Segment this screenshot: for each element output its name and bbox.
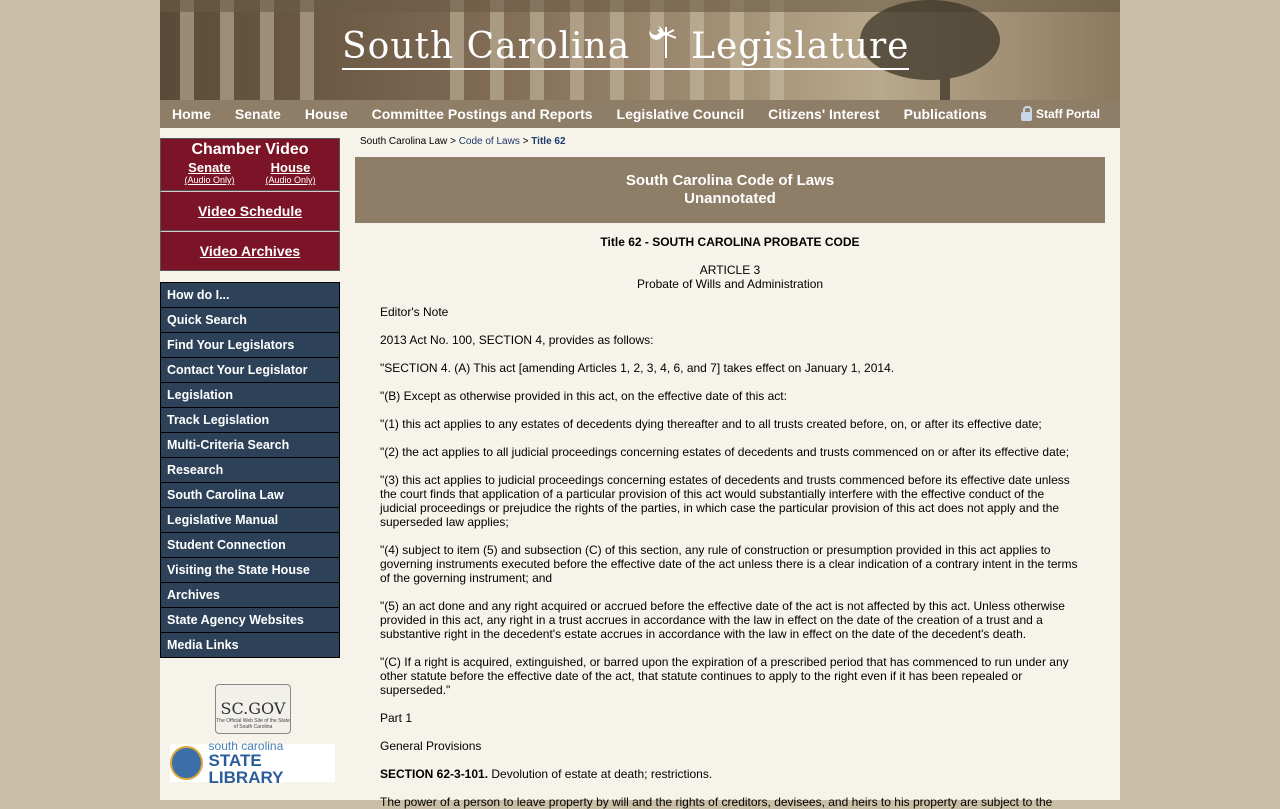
nav-senate[interactable]: Senate (234, 106, 281, 122)
sidebar-item-contact-legislator[interactable]: Contact Your Legislator (161, 358, 339, 383)
breadcrumb-separator: > (522, 136, 529, 147)
sidebar-item-sc-law[interactable]: South Carolina Law (161, 483, 339, 508)
top-nav (160, 100, 1120, 128)
staff-portal-link[interactable] (1021, 100, 1100, 128)
sidebar-item-media-links[interactable]: Media Links (161, 633, 339, 657)
section-4b-item-5: "(5) an act done and any right acquired or accrued before the effective date of the act is not affected by this act. Unless otherwise provided in this act, any right in a trust accrues in accordance with the law in effect on the date of the creation of a trust and a substantive right in the decedent's estate accrues in accordance with the law in effect on the date of the decedent's death. (380, 599, 1065, 641)
part-heading: Part 1 (380, 711, 413, 725)
section-heading (380, 767, 1080, 781)
state-library-logo-top: south carolina (208, 739, 284, 753)
section-title: Devolution of estate at death; restrictions. (491, 767, 713, 781)
section-4a: "SECTION 4. (A) This act [amending Articles 1, 2, 3, 4, 6, and 7] takes effect on January 1, 2014. (380, 361, 895, 375)
article-number: ARTICLE 3 (699, 263, 761, 277)
sidebar-menu (160, 282, 340, 658)
page-title: South Carolina Code of Laws (625, 172, 835, 189)
state-library-logo-bottom: STATE LIBRARY (208, 751, 284, 787)
breadcrumb-code-of-laws[interactable]: Code of Laws (458, 136, 520, 147)
title-left: South Carolina (342, 26, 631, 67)
palmetto-moon-icon (643, 24, 679, 66)
article-name: Probate of Wills and Administration (636, 277, 824, 291)
video-schedule-link[interactable]: Video Schedule (198, 203, 302, 219)
document-title: Title 62 - SOUTH CAROLINA PROBATE CODE (600, 235, 860, 249)
breadcrumb-root: South Carolina Law (360, 136, 448, 147)
page-header (355, 157, 1105, 223)
section-4b-item-1: "(1) this act applies to any estates of decedents dying thereafter and to all trusts created before, on, or after its effective date; (380, 417, 1042, 431)
act-reference: 2013 Act No. 100, SECTION 4, provides as follows: (380, 333, 654, 347)
sidebar-item-how-do-i[interactable]: How do I... (161, 283, 339, 308)
site-title (342, 24, 909, 70)
sidebar-item-legislative-manual[interactable]: Legislative Manual (161, 508, 339, 533)
lock-icon (1021, 112, 1032, 121)
editors-note-heading: Editor's Note (380, 305, 449, 319)
senate-audio-only-link[interactable]: (Audio Only) (184, 175, 235, 185)
video-schedule-box (160, 191, 340, 231)
sidebar-item-track-legislation[interactable]: Track Legislation (161, 408, 339, 433)
video-archives-link[interactable]: Video Archives (199, 243, 301, 259)
sidebar-item-multi-criteria-search[interactable]: Multi-Criteria Search (161, 433, 339, 458)
sidebar-item-quick-search[interactable]: Quick Search (161, 308, 339, 333)
sidebar-item-student-connection[interactable]: Student Connection (161, 533, 339, 558)
section-4b-item-3: "(3) this act applies to judicial proceedings concerning estates of decedents and trusts commenced before its effective date unless the court finds that application of a particular provision of this act would substantially interfere with the effective conduct of the judicial proceedings or prejudice the rights of the parties, in which case the particular provision of this act does not apply and the superseded law applies; (380, 473, 1070, 529)
main-content (355, 136, 1105, 809)
section-text: The power of a person to leave property by will and the rights of creditors, devisees, and heirs to his property are subject to the (380, 795, 1053, 809)
section-4b-item-4: "(4) subject to item (5) and subsection (C) of this section, any rule of construction or presumption provided in this act applies to governing instruments executed before the effective date of the act unless there is a clear indication of a contrary intent in the terms of the governing instrument; and (380, 543, 1078, 585)
section-4b-item-2: "(2) the act applies to all judicial proceedings concerning estates of decedents and trusts commenced on or after its effective date; (380, 445, 1070, 459)
sidebar-item-find-legislators[interactable]: Find Your Legislators (161, 333, 339, 358)
nav-legislative-council[interactable]: Legislative Council (616, 106, 745, 122)
sidebar-item-research[interactable]: Research (161, 458, 339, 483)
nav-committee-postings[interactable]: Committee Postings and Reports (371, 106, 593, 122)
section-4b: "(B) Except as otherwise provided in this act, on the effective date of this act: (380, 389, 787, 403)
law-document (355, 223, 1105, 809)
chamber-video-box (160, 138, 340, 191)
sidebar-item-visiting-state-house[interactable]: Visiting the State House (161, 558, 339, 583)
sidebar (160, 138, 340, 787)
breadcrumb-title-62[interactable]: Title 62 (531, 136, 566, 147)
site-banner[interactable] (160, 0, 1120, 100)
sidebar-item-legislation[interactable]: Legislation (161, 383, 339, 408)
state-library-seal-icon (170, 746, 203, 780)
scgov-logo-text: SC.GOV (220, 699, 286, 718)
nav-home[interactable]: Home (172, 106, 211, 122)
video-archives-box (160, 231, 340, 271)
staff-portal-label: Staff Portal (1035, 107, 1100, 121)
house-video-link[interactable]: House (270, 160, 311, 175)
section-number: SECTION 62-3-101. (380, 767, 489, 781)
nav-citizens-interest[interactable]: Citizens' Interest (768, 106, 880, 122)
sidebar-item-state-agency-websites[interactable]: State Agency Websites (161, 608, 339, 633)
breadcrumb-separator: > (450, 136, 456, 147)
house-audio-only-link[interactable]: (Audio Only) (265, 175, 316, 185)
page (160, 0, 1120, 809)
senate-video-link[interactable]: Senate (188, 160, 231, 175)
page-subtitle: Unannotated (684, 190, 776, 207)
nav-house[interactable]: House (304, 106, 348, 122)
scgov-logo[interactable] (215, 684, 291, 734)
state-library-logo[interactable] (170, 739, 335, 787)
part-name: General Provisions (380, 739, 482, 753)
nav-publications[interactable]: Publications (903, 106, 987, 122)
sidebar-item-archives[interactable]: Archives (161, 583, 339, 608)
breadcrumb (360, 136, 1105, 147)
scgov-logo-subtext: The Official Web Site of the State of South Carolina (216, 718, 290, 730)
title-right: Legislature (691, 26, 910, 67)
chamber-video-title: Chamber Video (191, 141, 309, 158)
section-4c: "(C) If a right is acquired, extinguished, or barred upon the expiration of a prescribed period that has commenced to run under any other statute before the effective date of the act, that statute continues to apply to the right even if it has been repealed or superseded." (380, 655, 1069, 697)
